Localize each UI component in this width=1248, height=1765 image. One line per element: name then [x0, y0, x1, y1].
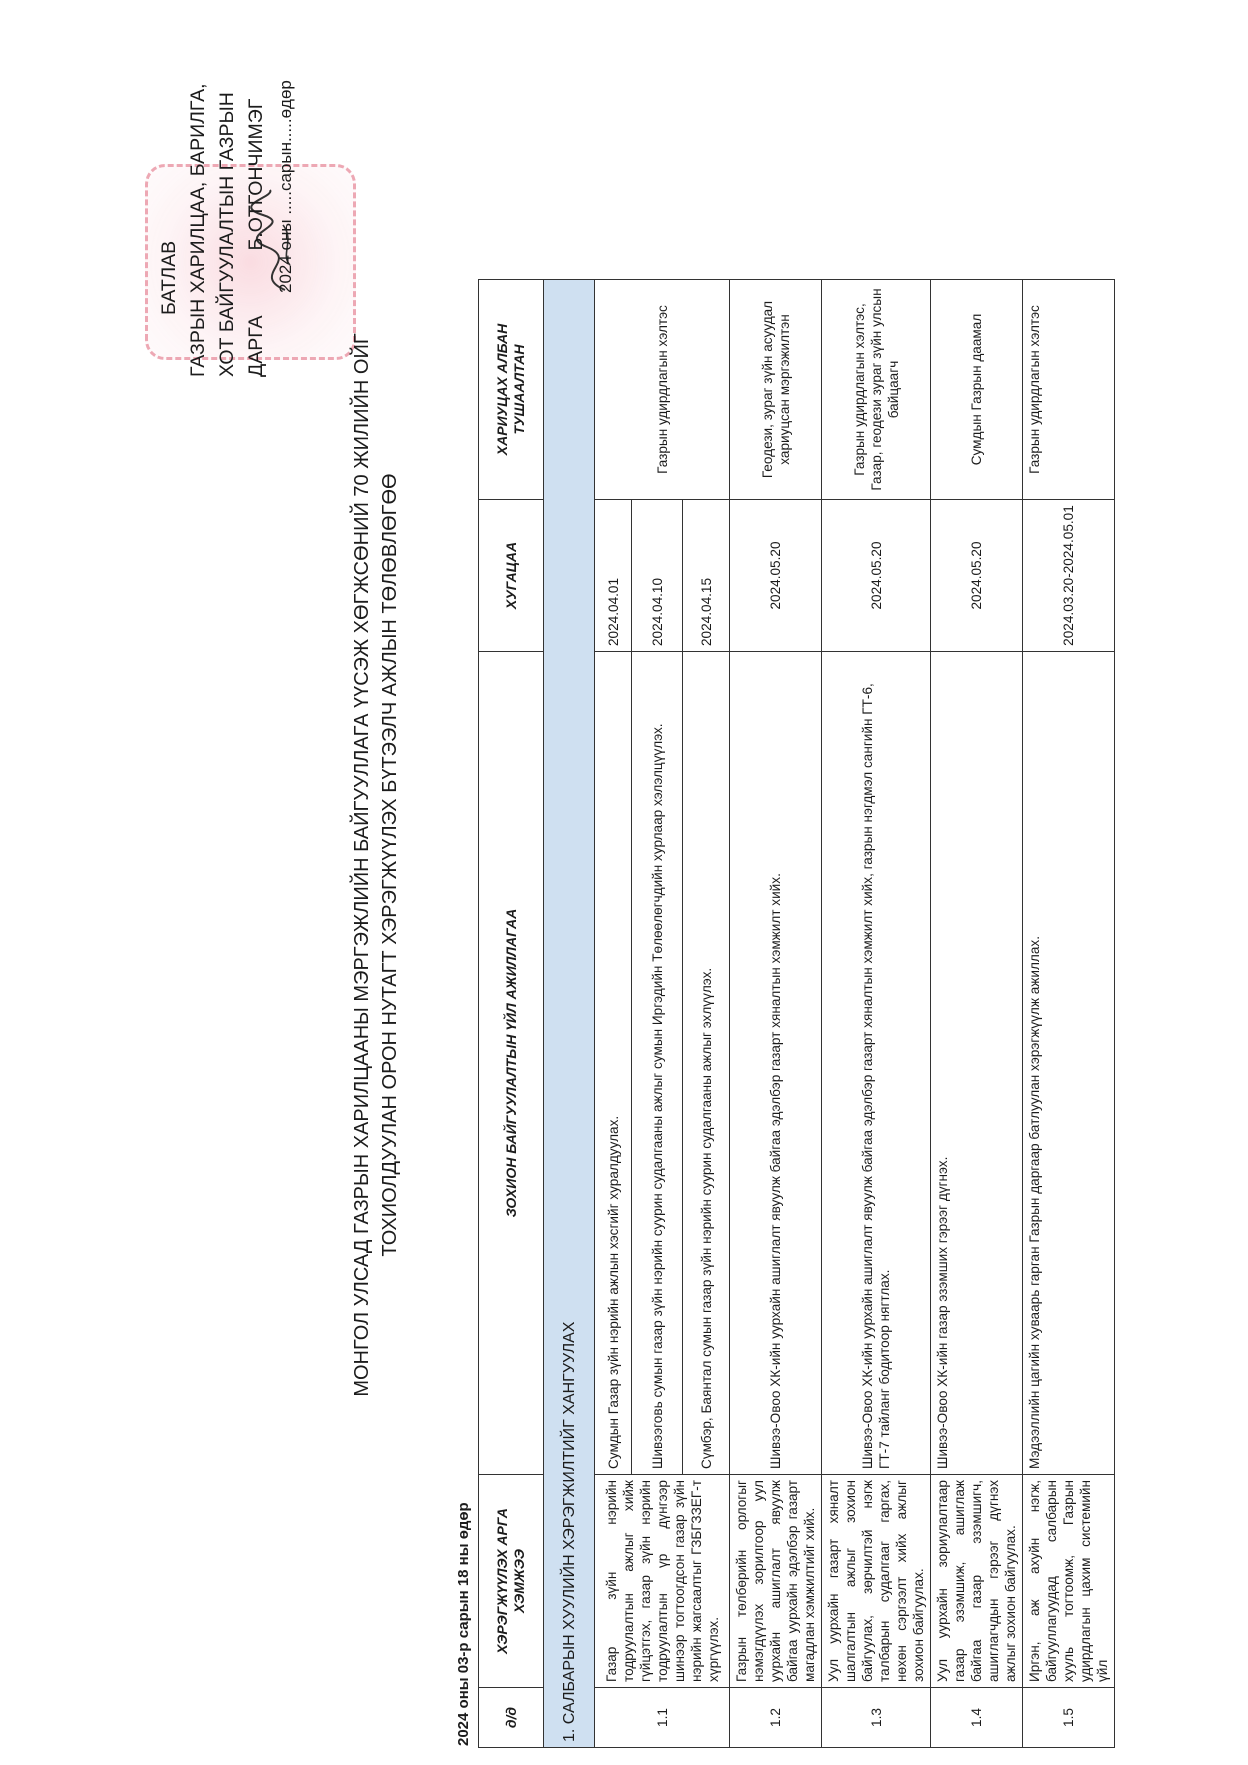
- row-activity: Мэдээллийн цагийн хуваарь гарган Газрын даргаар батлуулан хэрэгжүүлж ажиллах.: [1023, 652, 1115, 1475]
- title-line-2: ТОХИОЛДУУЛАН ОРОН НУТАГТ ХЭРЭГЖҮҮЛЭХ БҮТЭЭЛЧ АЖЛЫН ТӨЛӨВЛӨГӨӨ: [379, 473, 401, 1257]
- header-number: д/д: [479, 1688, 544, 1748]
- row-number: 1.5: [1023, 1688, 1115, 1748]
- table-row: [1023, 280, 1115, 1748]
- row-measure: Газрын төлбөрийн орлогыг нэмэгдүүлэх зорилгоор уул уурхайн ашиглалт явуулж байгаа уурхайн эдэлбэр газарт магадлан хэмжилтийг хийх.: [730, 1475, 822, 1688]
- title-line-1: МОНГОЛ УЛСАД ГАЗРЫН ХАРИЛЦААНЫ МЭРГЭЖЛИЙН БАЙГУУЛЛАГА ҮҮСЭЖ ХӨГЖСӨНИЙ 70 ЖИЛИЙН ОЙГ: [351, 333, 373, 1397]
- document-date: 2024 оны 03-р сарын 18 ны өдөр: [455, 1502, 472, 1746]
- row-responsible: Газрын удирдлагын хэлтэс: [1023, 280, 1115, 500]
- table-row: [595, 280, 632, 1748]
- row-responsible: Геодези, зураг зүйн асуудал хариуцсан мэргэжилтэн: [730, 280, 822, 500]
- table-row: [822, 280, 931, 1748]
- row-deadline: 2024.03.20-2024.05.01: [1023, 500, 1115, 652]
- section-title: 1. САЛБАРЫН ХУУЛИЙН ХЭРЭГЖИЛТИЙГ ХАНГУУЛАХ: [544, 280, 595, 1748]
- approval-block: [155, 37, 300, 377]
- row-measure: Газар зүйн нэрийн тодруулалтын ажлыг хийж гүйцэтгэх, газар зүйн нэрийн тодруулалтын үр дүнгээр шинээр тогтоогдсон газар зүйн нэрийн жагсаалтыг ГЗБГЗЗЕГ-т хүргүүлэх.: [595, 1475, 730, 1688]
- row-measure: Иргэн, аж ахуйн нэгж, байгууллагуудад салбарын хууль тогтоомж, Газрын удирдлагын цахим системийн үйл: [1023, 1475, 1115, 1688]
- document-title: [348, 295, 404, 1435]
- header-activity: ЗОХИОН БАЙГУУЛАЛТЫН ҮЙЛ АЖИЛЛАГАА: [479, 652, 544, 1475]
- header-responsible: ХАРИУЦАХ АЛБАН ТУШААЛТАН: [479, 280, 544, 500]
- row-number: 1.2: [730, 1688, 822, 1748]
- row-deadline: 2024.04.01: [595, 500, 632, 652]
- row-activity: Шивээ-Овоо ХК-ийн уурхайн ашиглалт явуулж байгаа эдэлбэр газарт хяналтын хэмжилт хийх.: [730, 652, 822, 1475]
- row-number: 1.3: [822, 1688, 931, 1748]
- section-row: [544, 280, 595, 1748]
- row-activity: Шивээ-Овоо ХК-ийн уурхайн ашиглалт явуулж байгаа эдэлбэр газарт хяналтын хэмжилт хийх, газрын нэгдмэл сангийн ГТ-6, ГТ-7 тайланг бодитоор нягтлах.: [822, 652, 931, 1475]
- row-activity: Шивээ-Овоо ХК-ийн газар эзэмших гэрээг дүгнэх.: [931, 652, 1023, 1475]
- approval-line-2: ХОТ БАЙГУУЛАЛТЫН ГАЗРЫН: [216, 92, 238, 377]
- row-deadline: 2024.05.20: [931, 500, 1023, 652]
- row-deadline: 2024.05.20: [822, 500, 931, 652]
- row-deadline: 2024.04.15: [683, 500, 730, 652]
- header-measure: ХЭРЭГЖҮҮЛЭХ АРГА ХЭМЖЭЭ: [479, 1475, 544, 1688]
- table-header-row: [479, 280, 544, 1748]
- header-deadline: ХУГАЦАА: [479, 500, 544, 652]
- row-responsible: Газрын удирдлагын хэлтэс: [595, 280, 730, 500]
- row-responsible: Сумдын Газрын даамал: [931, 280, 1023, 500]
- approval-heading: БАТЛАВ: [158, 240, 180, 315]
- row-responsible: Газрын удирдлагын хэлтэс, Газар, геодези зураг зүйн улсын байцаагч: [822, 280, 931, 500]
- approval-signer: ДАРГА Б.ОТГОНЧИМЭГ: [245, 98, 267, 377]
- work-plan-table: [478, 279, 1115, 1748]
- row-deadline: 2024.05.20: [730, 500, 822, 652]
- approval-date: 2024 оны .....сарын.....өдөр: [276, 80, 295, 293]
- table-row: [931, 280, 1023, 1748]
- row-activity: Сумдын Газар зүйн нэрийн ажлын хэсгийг хуралдуулах.: [595, 652, 632, 1475]
- row-measure: Уул уурхайн газарт хяналт шалгалтын ажлыг зохион байгуулах, зөрчилтэй нэгж талбарын судалгааг гаргах, нөхөн сэргээлт хийх ажлыг зохион байгуулах.: [822, 1475, 931, 1688]
- row-number: 1.4: [931, 1688, 1023, 1748]
- approval-line-1: ГАЗРЫН ХАРИЛЦАА, БАРИЛГА,: [187, 83, 209, 377]
- row-activity: Шивээговь сумын газар зүйн нэрийн суурин судалгааны ажлыг сумын Иргэдийн Төлөөлөгчдийн хурлаар хэлэлцүүлэх.: [632, 652, 683, 1475]
- row-deadline: 2024.04.10: [632, 500, 683, 652]
- row-number: 1.1: [595, 1688, 730, 1748]
- row-measure: Уул уурхайн зориулалтаар газар эзэмшиж, ашиглаж байгаа газар эзэмшигч, ашиглагчдын гэрээг дүгнэх ажлыг зохион байгуулах.: [931, 1475, 1023, 1688]
- row-activity: Сүмбэр, Баянтал сумын газар зүйн нэрийн суурин судалгааны ажлыг эхлүүлэх.: [683, 652, 730, 1475]
- table-row: [730, 280, 822, 1748]
